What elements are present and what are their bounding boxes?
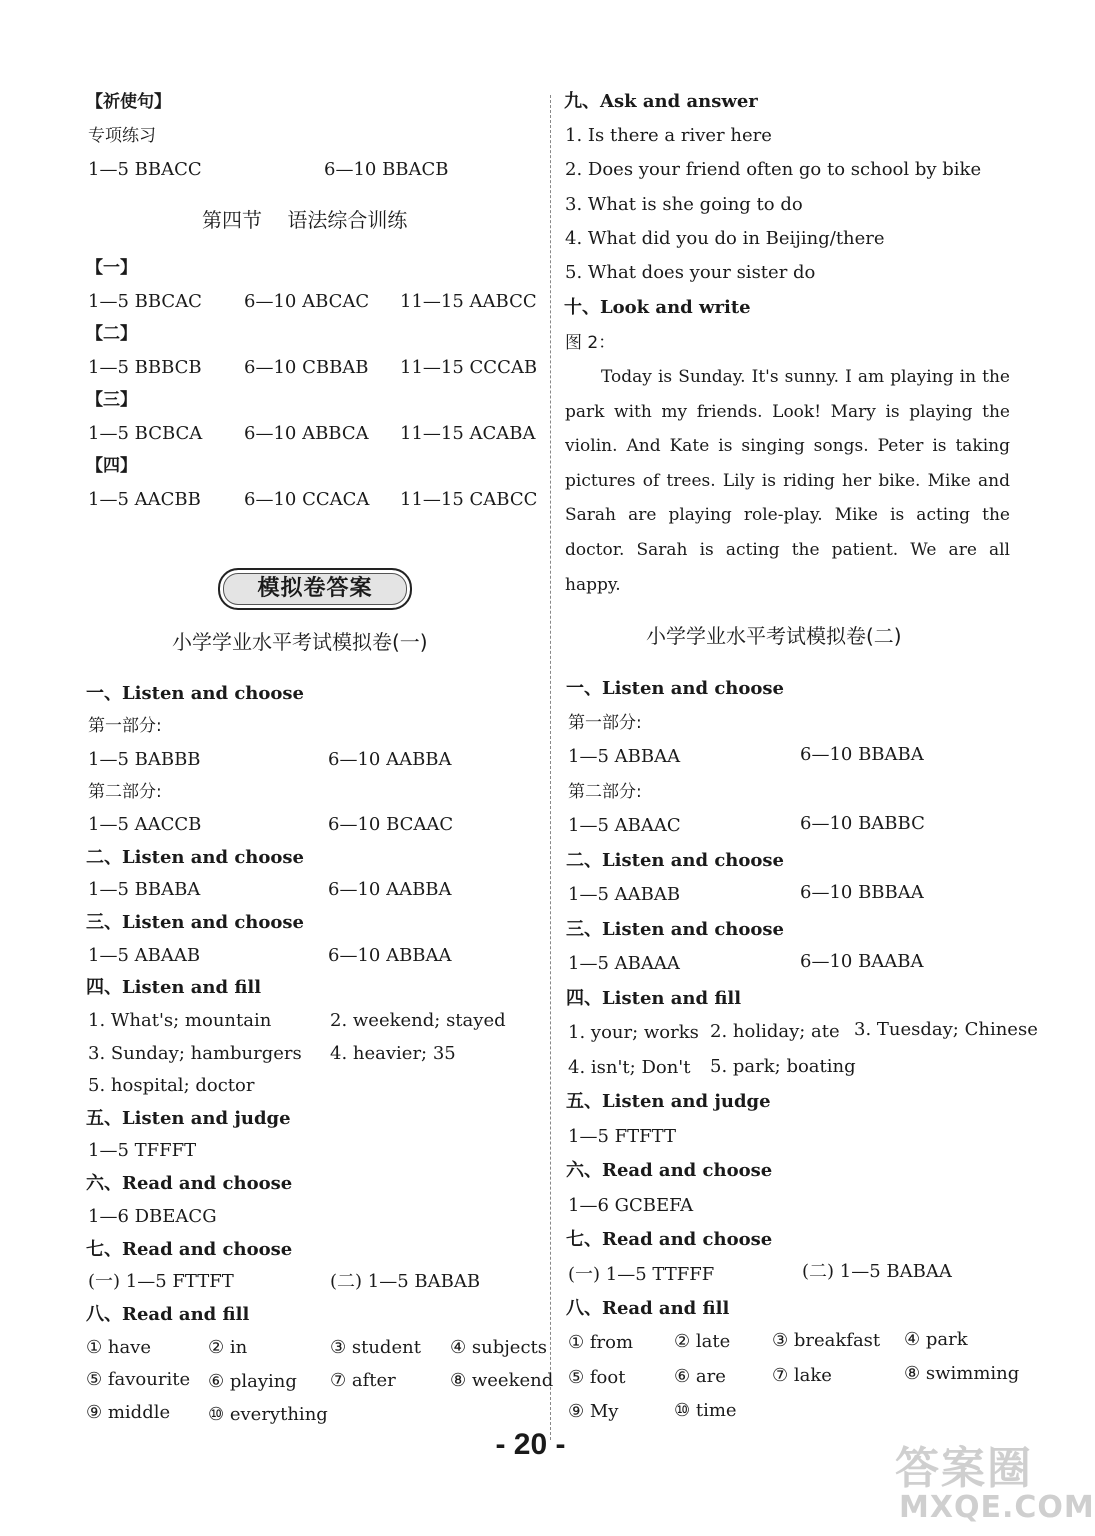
section-heading: 一、Listen and choose	[566, 678, 784, 699]
section-heading: 十、Look and write	[564, 297, 751, 318]
qa-answer: 3. What is she going to do	[565, 194, 803, 215]
answer-line: 1—5 BCBCA	[88, 423, 203, 444]
page-number: - 20 -	[495, 1428, 566, 1461]
figure-label: 图 2：	[565, 333, 616, 353]
fill-word: ⑩ everything	[208, 1404, 328, 1425]
mock-exam-answers-badge: 模拟卷答案	[218, 568, 412, 610]
answer-line: 1—6 DBEACG	[88, 1206, 217, 1227]
answer-line: (一) 1—5 FTTFT	[88, 1271, 234, 1292]
fill-word: ⑥ are	[674, 1366, 726, 1387]
part-label: 第二部分:	[568, 782, 642, 802]
fill-answer: 5. park; boating	[710, 1056, 856, 1077]
answer-line: 1—5 AACBB	[88, 489, 201, 510]
fill-word: ⑨ middle	[86, 1402, 171, 1423]
fill-word: ⑩ time	[674, 1400, 737, 1421]
section-heading: 七、Read and choose	[86, 1239, 293, 1260]
answer-line: 6—10 ABCAC	[244, 291, 370, 312]
group-label: 【一】	[86, 258, 137, 278]
fill-answer: 4. isn't; Don't	[568, 1057, 691, 1078]
section-heading: 八、Read and fill	[86, 1304, 250, 1325]
fill-word: ⑦ lake	[772, 1365, 832, 1386]
answer-line: 6—10 BBABA	[800, 744, 924, 765]
fill-answer: 2. holiday; ate	[710, 1021, 840, 1042]
answer-line: 6—10 CCACA	[244, 489, 370, 510]
answer-line: 11—15 AABCC	[400, 291, 537, 312]
qa-answer: 2. Does your friend often go to school by bike	[565, 159, 982, 180]
fill-word: ⑧ weekend	[450, 1370, 554, 1391]
look-and-write-paragraph: Today is Sunday. It's sunny. I am playing in the park with my friends. Look! Mary is playing the violin. And Kate is singing songs. Peter is taking pictures of trees. Lily is riding her bike. Mike and Sarah are playing role-play. Mike is acting the doctor. Sarah is acting the patient. We are all happy.	[565, 367, 1010, 595]
exam2-title: 小学学业水平考试模拟卷(二)	[646, 624, 902, 648]
answer-line: (二) 1—5 BABAB	[330, 1271, 481, 1292]
fill-word: ⑥ playing	[208, 1371, 297, 1392]
answer-line: 1—5 BBBCB	[88, 357, 202, 378]
fill-word: ④ park	[904, 1329, 968, 1350]
section-heading: 三、Listen and choose	[566, 919, 784, 940]
section-heading: 五、Listen and judge	[566, 1091, 771, 1112]
answer-line: 6—10 BABBC	[800, 813, 925, 834]
section-heading: 四、Listen and fill	[86, 977, 262, 998]
answer-line: 1—5 TFFFT	[88, 1140, 197, 1161]
fill-answer: 3. Sunday; hamburgers	[88, 1043, 302, 1064]
answer-line: 6—10 AABBA	[328, 879, 452, 900]
answer-line: 1—5 ABAAB	[88, 945, 201, 966]
part-label: 第一部分:	[88, 716, 162, 736]
answer-line: 1—5 BBABA	[88, 879, 201, 900]
section-heading: 七、Read and choose	[566, 1229, 773, 1250]
fill-word: ⑤ foot	[568, 1367, 626, 1388]
answer-line: 11—15 CCCAB	[400, 357, 538, 378]
fill-answer: 3. Tuesday; Chinese	[854, 1019, 1038, 1040]
answer-line: 6—10 BBACB	[324, 159, 449, 180]
fill-word: ⑤ favourite	[86, 1369, 191, 1390]
qa-answer: 1. Is there a river here	[565, 125, 772, 146]
fill-answer: 5. hospital; doctor	[88, 1075, 255, 1096]
answer-line: 1—5 ABBAA	[568, 746, 681, 767]
section-heading: 三、Listen and choose	[86, 912, 304, 933]
answer-line: 1—6 GCBEFA	[568, 1195, 694, 1216]
watermark-url: MXQE.COM	[899, 1490, 1095, 1525]
part-label: 第二部分:	[88, 782, 162, 802]
fill-word: ② late	[674, 1331, 731, 1352]
fill-answer: 2. weekend; stayed	[330, 1010, 506, 1031]
answer-line: 11—15 CABCC	[400, 489, 538, 510]
answer-line: (一) 1—5 TTFFF	[568, 1264, 715, 1285]
answer-line: 6—10 BBBAA	[800, 882, 924, 903]
qa-answer: 5. What does your sister do	[565, 262, 816, 283]
answer-line: 6—10 BCAAC	[328, 814, 454, 835]
answer-line: 11—15 ACABA	[400, 423, 536, 444]
group-label: 【三】	[86, 390, 137, 410]
fill-word: ⑦ after	[330, 1370, 396, 1391]
answer-line: 1—5 BABBB	[88, 749, 201, 770]
watermark-logo	[895, 1432, 1095, 1530]
section-heading: 四、Listen and fill	[566, 988, 742, 1009]
fill-word: ① from	[568, 1332, 634, 1353]
section-heading: 二、Listen and choose	[86, 847, 304, 868]
fill-word: ② in	[208, 1337, 248, 1358]
fill-word: ① have	[86, 1337, 152, 1358]
answer-line: 1—5 BBACC	[88, 159, 202, 180]
answer-line: 6—10 ABBCA	[244, 423, 369, 444]
fill-answer: 1. your; works	[568, 1022, 699, 1043]
answer-line: 1—5 BBCAC	[88, 291, 202, 312]
answer-line: 1—5 ABAAA	[568, 953, 680, 974]
section-heading: 六、Read and choose	[566, 1160, 773, 1181]
fill-word: ④ subjects	[450, 1337, 547, 1358]
answer-line: 6—10 AABBA	[328, 749, 452, 770]
fill-word: ③ student	[330, 1337, 421, 1358]
fill-word: ⑧ swimming	[904, 1363, 1020, 1384]
answer-line: 6—10 BAABA	[800, 951, 924, 972]
watermark-text: 答案圈	[895, 1443, 1033, 1494]
fill-answer: 4. heavier; 35	[330, 1043, 456, 1064]
zhuanxiang-label: 专项练习	[88, 126, 156, 146]
answer-line: 1—5 AABAB	[568, 884, 681, 905]
exam1-title: 小学学业水平考试模拟卷(一)	[172, 630, 428, 654]
group-label: 【二】	[86, 324, 137, 344]
answer-line: 6—10 ABBAA	[328, 945, 452, 966]
answer-line: 1—5 AACCB	[88, 814, 202, 835]
section-heading: 八、Read and fill	[566, 1298, 730, 1319]
section-heading: 九、Ask and answer	[564, 91, 758, 112]
answer-line: 6—10 CBBAB	[244, 357, 369, 378]
answer-line: 1—5 ABAAC	[568, 815, 681, 836]
qa-answer: 4. What did you do in Beijing/there	[565, 228, 885, 249]
fill-word: ③ breakfast	[772, 1330, 881, 1351]
section-heading: 六、Read and choose	[86, 1173, 293, 1194]
section4-title: 第四节 语法综合训练	[202, 208, 408, 232]
answer-line: (二) 1—5 BABAA	[802, 1261, 952, 1282]
fill-word: ⑨ My	[568, 1401, 619, 1422]
part-label: 第一部分:	[568, 713, 642, 733]
column-divider	[550, 95, 551, 1440]
section-heading: 二、Listen and choose	[566, 850, 784, 871]
fill-answer: 1. What's; mountain	[88, 1010, 272, 1031]
section-heading: 五、Listen and judge	[86, 1108, 291, 1129]
section-heading: 一、Listen and choose	[86, 683, 304, 704]
answer-line: 1—5 FTFTT	[568, 1126, 676, 1147]
qishiju-heading: 【祈使句】	[86, 92, 171, 112]
group-label: 【四】	[86, 456, 137, 476]
